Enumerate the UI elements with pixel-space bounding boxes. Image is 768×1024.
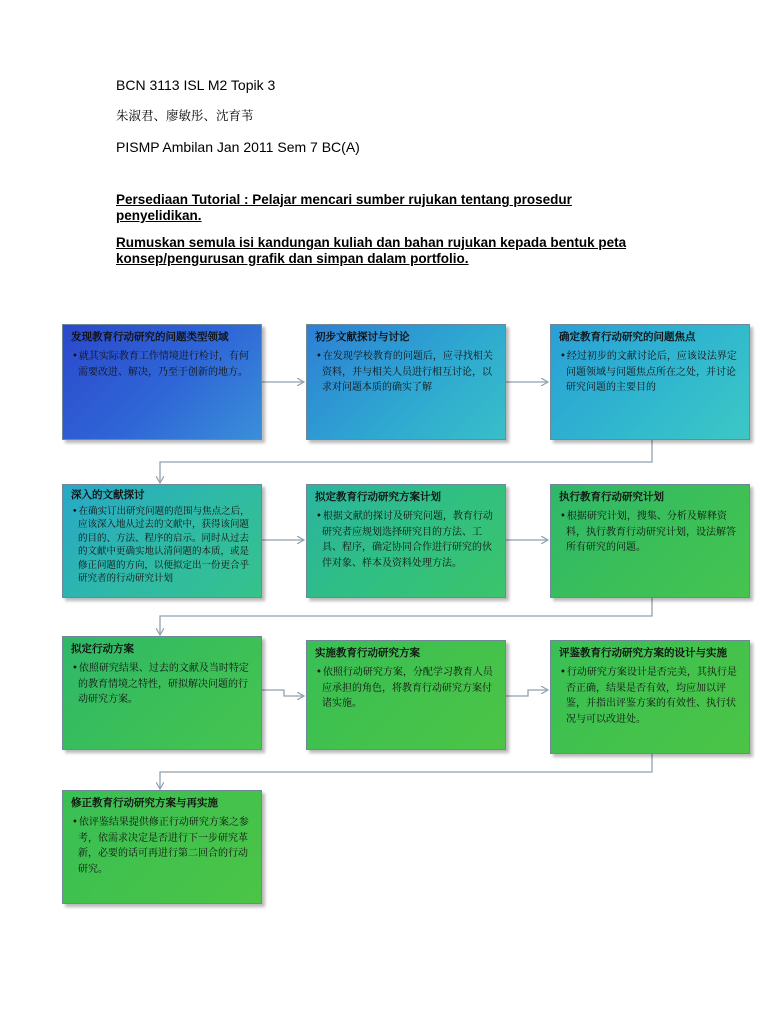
step-body: • 就其实际教育工作情境进行检讨，有何需要改进、解决，乃至于创新的地方。	[71, 349, 254, 380]
step-body: • 根据研究计划，搜集、分析及解释资料，执行教育行动研究计划，设法解答所有研究的问题。	[559, 509, 742, 556]
step-title: 拟定行动方案	[71, 643, 134, 655]
arrow-7-8	[262, 690, 303, 696]
step-title: 发现教育行动研究的问题类型领域	[71, 331, 229, 343]
step-revise-and-reimplement	[62, 790, 262, 904]
step-body: • 经过初步的文献讨论后，应该设法界定问题领域与问题焦点所在之处，并讨论研究问题的主要目的	[559, 349, 742, 396]
step-title: 确定教育行动研究的问题焦点	[559, 331, 696, 343]
cohort-info: PISMP Ambilan Jan 2011 Sem 7 BC(A)	[116, 139, 360, 155]
step-evaluate-action-plan	[550, 640, 750, 754]
step-execute-research-plan	[550, 484, 750, 598]
step-body: • 依评鉴结果提供修正行动研究方案之参考，依需求决定是否进行下一步研究革新，必要的话可再进行第二回合的行动研究。	[71, 815, 254, 877]
step-title: 执行教育行动研究计划	[559, 491, 664, 503]
step-body: • 在确实订出研究问题的范围与焦点之后，应该深入地从过去的文献中，获得该问题的目的、方法、程序的启示。同时从过去的文献中更确实地认清问题的本质，或是修正问题的方向，以便拟定出一份更合乎研究者的行动研究计划	[71, 505, 254, 585]
step-title: 深入的文献探讨	[71, 489, 145, 501]
step-in-depth-literature-review	[62, 484, 262, 598]
step-preliminary-literature-review	[306, 324, 506, 440]
arrow-3-4	[160, 440, 652, 482]
arrow-8-9	[506, 690, 547, 696]
arrow-6-7	[160, 598, 652, 634]
step-title: 初步文献探讨与讨论	[315, 331, 410, 343]
course-code: BCN 3113 ISL M2 Topik 3	[116, 77, 276, 93]
step-body: • 行动研究方案设计是否完美，其执行是否正确，结果是否有效，均应加以评鉴，并指出评鉴方案的有效性、执行状况与可以改进处。	[559, 665, 742, 727]
step-define-problem-focus	[550, 324, 750, 440]
step-body: • 依照研究结果、过去的文献及当时特定的教育情境之特性，研拟解决问题的行动研究方案。	[71, 661, 254, 708]
step-draft-action-plan	[62, 636, 262, 750]
step-title: 拟定教育行动研究方案计划	[315, 491, 441, 503]
step-title: 修正教育行动研究方案与再实施	[71, 797, 218, 809]
step-title: 评鉴教育行动研究方案的设计与实施	[559, 647, 727, 659]
step-title: 实施教育行动研究方案	[315, 647, 420, 659]
step-body: • 依照行动研究方案，分配学习教育人员应承担的角色，将教育行动研究方案付诸实施。	[315, 665, 498, 712]
step-implement-action-plan	[306, 640, 506, 750]
step-body: • 根据文献的探讨及研究问题，教育行动研究者应规划选择研究目的方法、工具、程序，确定协同合作进行研究的伙伴对象、样本及资料处理方法。	[315, 509, 498, 571]
step-body: • 在发现学校教育的问题后，应寻找相关资料，并与相关人员进行相互讨论，以求对问题本质的确实了解	[315, 349, 498, 396]
step-draft-research-plan	[306, 484, 506, 598]
tutorial-instruction: Rumuskan semula isi kandungan kuliah dan bahan rujukan kepada bentuk peta konsep/pengurusan grafik dan simpan dalam portfolio.	[116, 235, 627, 266]
arrow-9-10	[160, 754, 652, 788]
tutorial-preparation: Persediaan Tutorial : Pelajar mencari sumber rujukan tentang prosedur penyelidikan.	[116, 192, 572, 223]
group-members: 朱淑君、廖敏彤、沈育苇	[116, 108, 254, 123]
step-identify-problem-area	[62, 324, 262, 440]
